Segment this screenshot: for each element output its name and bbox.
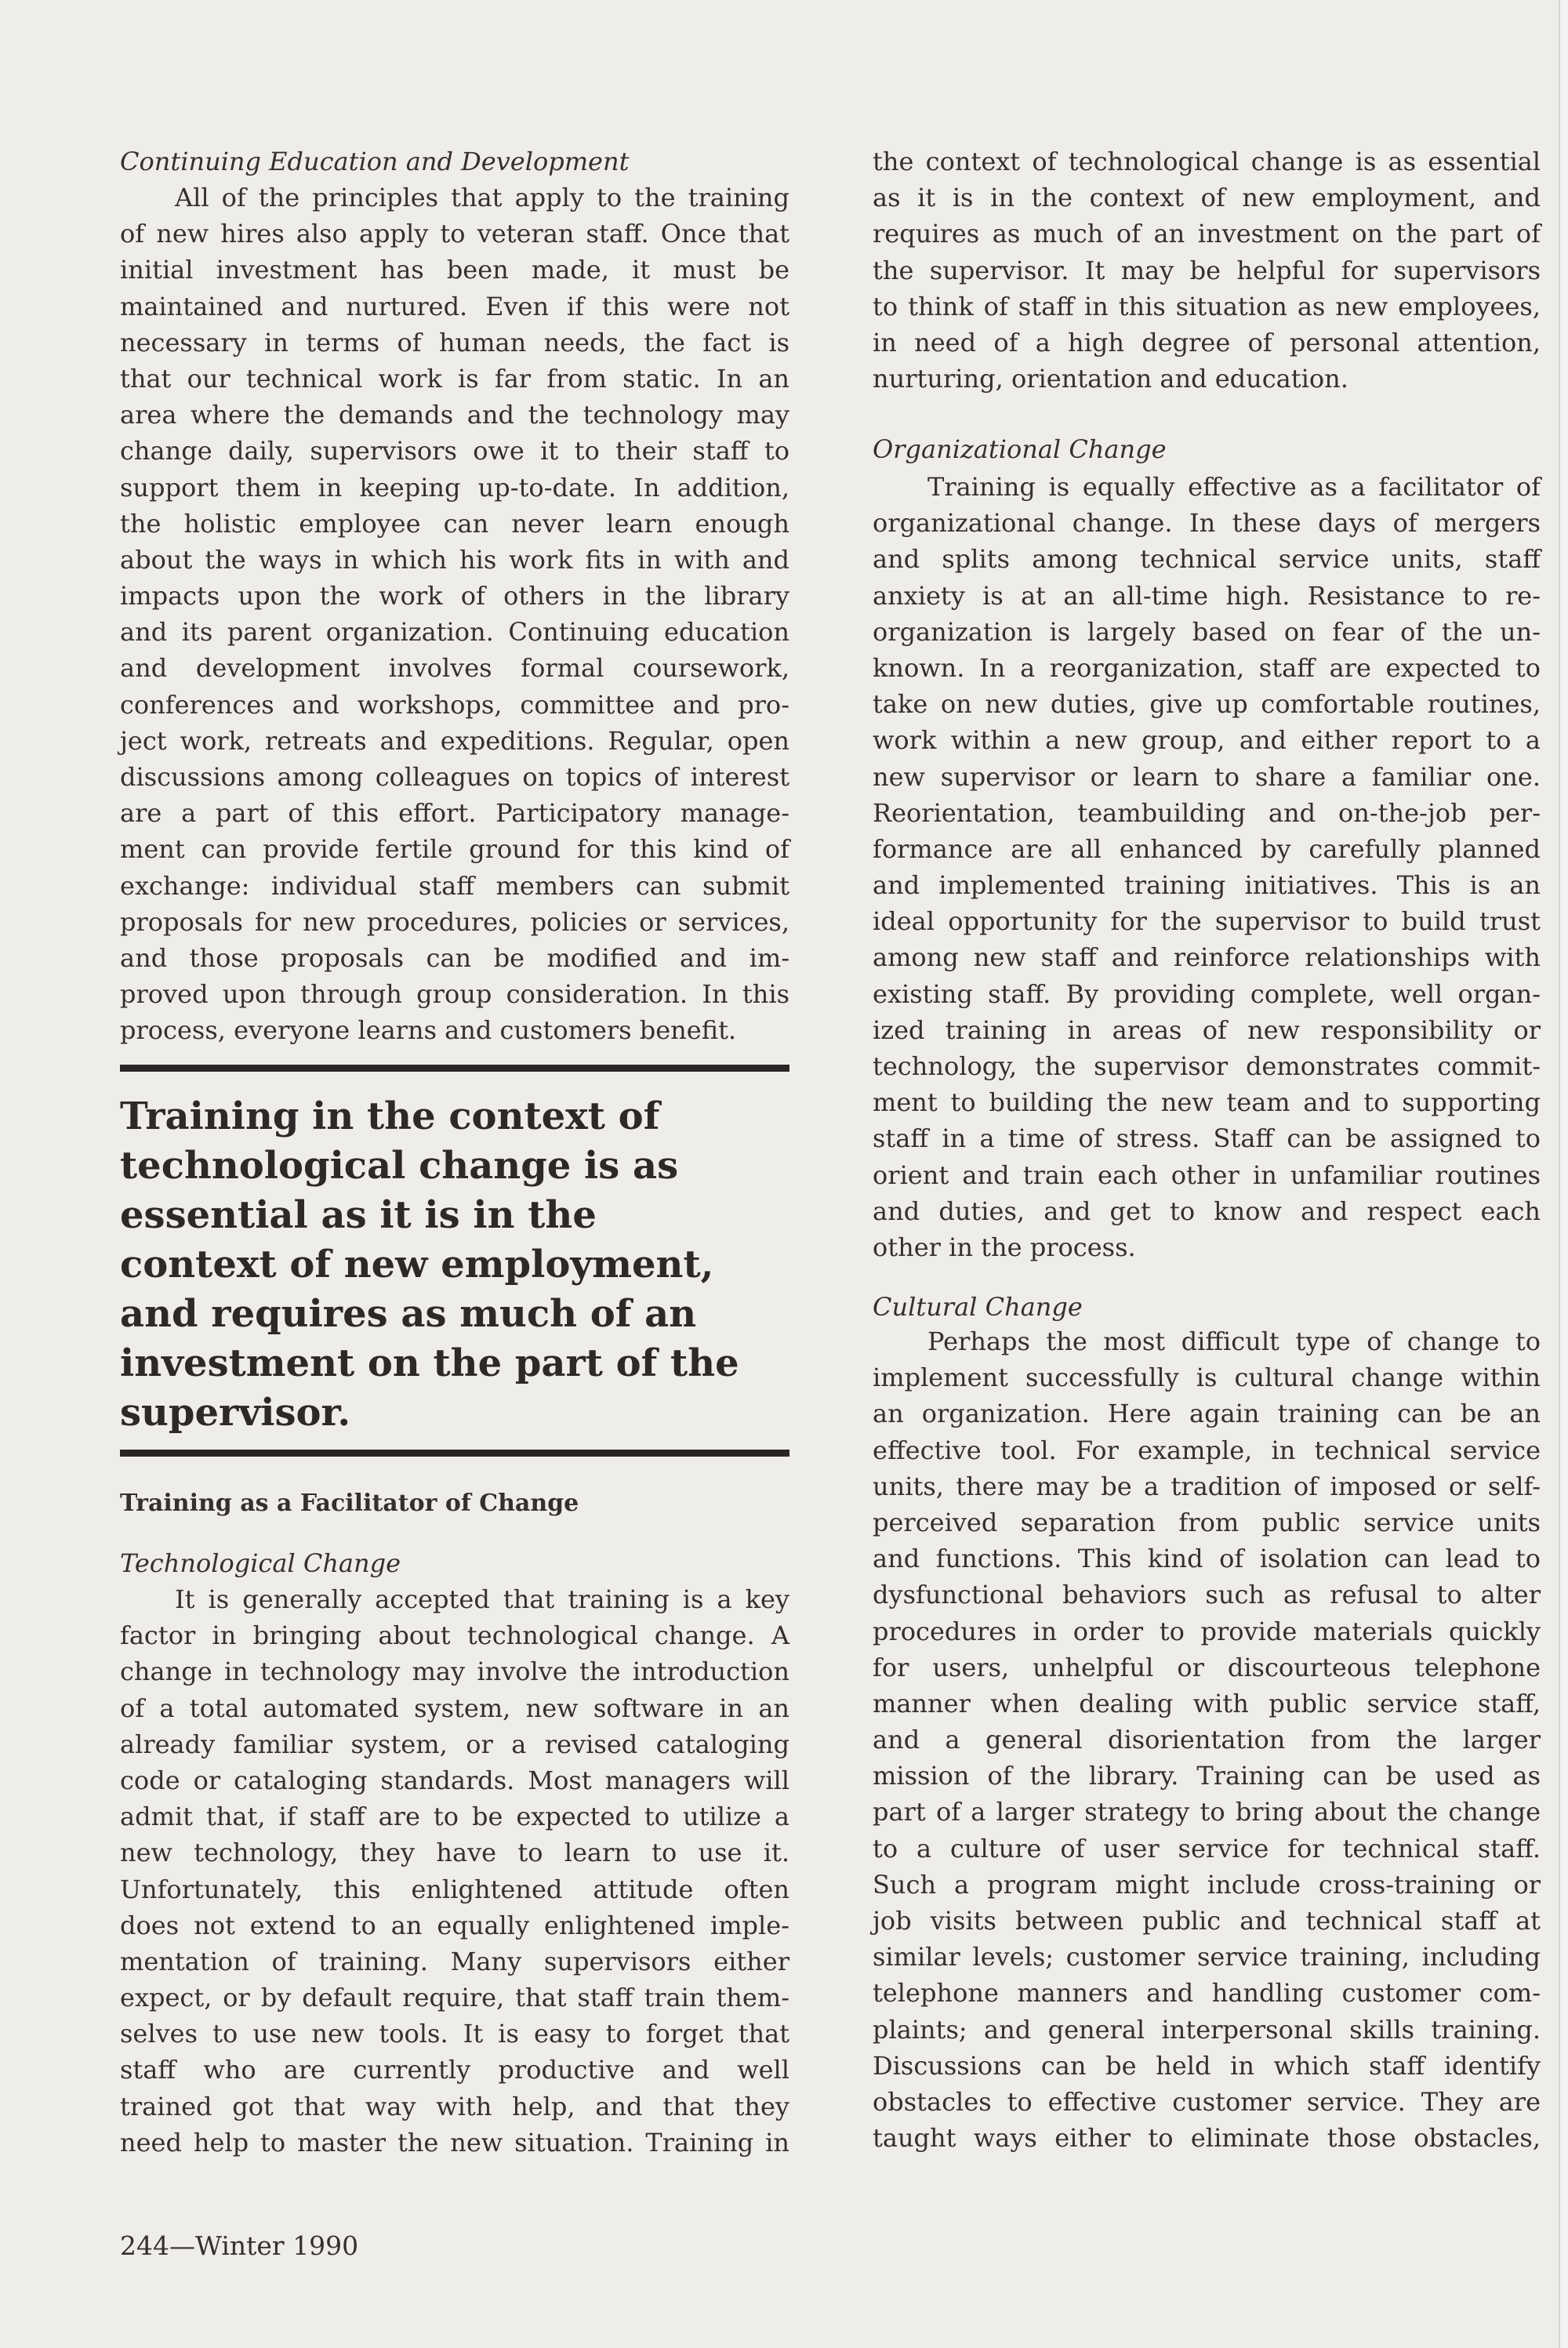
text-line: necessary in terms of human needs, the fact is	[120, 327, 789, 357]
text-line: perceived separation from public service units	[873, 1507, 1541, 1537]
text-line: an organization. Here again training can be an	[873, 1399, 1541, 1429]
text-line: expect, or by default require, that staff train them-	[120, 1983, 789, 2013]
text-line: units, there may be a tradition of imposed or self-	[873, 1471, 1541, 1501]
text-line: other in the process.	[873, 1232, 1136, 1262]
subsection-heading-cultural-change: Cultural Change	[873, 1292, 1083, 1322]
pull-quote-bottom-rule	[120, 1450, 789, 1457]
text-line: Such a program might include cross-training or	[873, 1869, 1541, 1900]
text-line: plaints; and general interpersonal skills training.	[873, 2014, 1541, 2045]
text-line: to think of staff in this situation as new employees,	[873, 291, 1541, 321]
text-line: procedures in order to provide materials quickly	[873, 1616, 1541, 1646]
text-line: All of the principles that apply to the training	[175, 183, 789, 212]
text-line: technology, the supervisor demonstrates commit-	[873, 1051, 1541, 1081]
text-line: Unfortunately, this enlightened attitude often	[120, 1874, 789, 1904]
text-line: ment can provide fertile ground for this kind of	[120, 834, 789, 865]
text-line: work within a new group, and either report to a	[873, 725, 1541, 756]
text-line: that our technical work is far from static. In an	[120, 363, 789, 394]
text-line: the context of technological change is as essential	[873, 147, 1541, 176]
text-line: discussions among colleagues on topics of interest	[120, 762, 789, 792]
text-line: as it is in the context of new employment, and	[873, 183, 1541, 213]
text-line: existing staff. By providing complete, well organ-	[873, 978, 1541, 1009]
text-line: exchange: individual staff members can submit	[120, 870, 789, 901]
text-line: area where the demands and the technology may	[120, 400, 789, 430]
text-line: mission of the library. Training can be used as	[873, 1761, 1541, 1791]
text-line: and its parent organization. Continuing education	[120, 617, 789, 648]
text-line: ject work, retreats and expeditions. Regular, open	[120, 725, 789, 756]
paragraph	[120, 180, 789, 1049]
text-line: staff in a time of stress. Staff can be assigned to	[873, 1123, 1541, 1154]
left-column	[120, 0, 789, 2348]
text-line: maintained and nurtured. Even if this were not	[120, 291, 789, 321]
text-line: Reorientation, teambuilding and on-the-job per-	[873, 797, 1541, 828]
text-line: and implemented training initiatives. This is an	[873, 870, 1541, 901]
pull-quote-line: technological change is as	[120, 1144, 679, 1188]
text-line: manner when dealing with public service staff,	[873, 1688, 1541, 1718]
text-line: ized training in areas of new responsibility or	[873, 1014, 1541, 1045]
text-line: and development involves formal coursework,	[120, 653, 789, 684]
text-line: known. In a reorganization, staff are expected to	[873, 652, 1541, 683]
text-line: change daily, supervisors owe it to their staff to	[120, 436, 789, 466]
text-line: Perhaps the most difficult type of change to	[927, 1326, 1541, 1356]
text-line: formance are all enhanced by carefully planned	[873, 833, 1541, 864]
pull-quote	[120, 1092, 789, 1438]
text-line: similar levels; customer service training, including	[873, 1942, 1541, 1972]
text-line: admit that, if staff are to be expected to utilize a	[120, 1802, 789, 1832]
text-line: Training is equally effective as a facilitator of	[927, 472, 1541, 502]
pull-quote-line: and requires as much of an	[120, 1292, 697, 1336]
text-line: and splits among technical service units, staff	[873, 544, 1541, 575]
text-line: among new staff and reinforce relationships with	[873, 942, 1541, 973]
section-heading-facilitator-of-change: Training as a Facilitator of Change	[120, 1490, 579, 1517]
text-line: impacts upon the work of others in the library	[120, 581, 789, 611]
pull-quote-line: Training in the context of	[120, 1094, 660, 1138]
text-line: the supervisor. It may be helpful for supervisors	[873, 255, 1541, 285]
text-line: new technology, they have to learn to use it.	[120, 1838, 789, 1868]
text-line: It is generally accepted that training is a key	[175, 1584, 789, 1614]
paragraph	[873, 1323, 1541, 2156]
text-line: staff who are currently productive and well	[120, 2055, 789, 2085]
text-line: part of a larger strategy to bring about the change	[873, 1797, 1541, 1827]
text-line: about the ways in which his work fits in with and	[120, 544, 789, 575]
pull-quote-line: investment on the part of the	[120, 1341, 739, 1385]
pull-quote-line: context of new employment,	[120, 1243, 714, 1287]
text-line: conferences and workshops, committee and pro-	[120, 689, 789, 720]
subsection-heading-technological-change: Technological Change	[120, 1548, 401, 1578]
text-line: anxiety is at an all-time high. Resistance to re-	[873, 580, 1541, 611]
text-line: organizational change. In these days of mergers	[873, 508, 1541, 539]
text-line: process, everyone learns and customers benefit.	[120, 1015, 737, 1046]
text-line: and functions. This kind of isolation can lead to	[873, 1544, 1541, 1574]
text-line: take on new duties, give up comfortable routines,	[873, 689, 1541, 720]
text-line: job visits between public and technical staff at	[873, 1906, 1541, 1936]
text-line: initial investment has been made, it must be	[120, 255, 789, 285]
text-line: proved upon through group consideration. In this	[120, 979, 789, 1010]
text-line: and duties, and get to know and respect each	[873, 1196, 1541, 1226]
text-line: trained got that way with help, and that they	[120, 2091, 789, 2121]
text-line: change in technology may involve the introduction	[120, 1657, 789, 1687]
text-line: to a culture of user service for technical staff.	[873, 1833, 1541, 1864]
page-footer: 244—Winter 1990	[120, 2230, 359, 2261]
text-line: obstacles to effective customer service. They are	[873, 2086, 1541, 2117]
text-line: in need of a high degree of personal attention,	[873, 327, 1541, 357]
pull-quote-line: supervisor.	[120, 1391, 351, 1435]
text-line: effective tool. For example, in technical service	[873, 1435, 1541, 1465]
text-line: proposals for new procedures, policies or services,	[120, 906, 789, 937]
right-column	[873, 0, 1541, 2348]
paragraph	[873, 469, 1541, 1265]
text-line: implement successfully is cultural change within	[873, 1363, 1541, 1393]
text-line: need help to master the new situation. Training in	[120, 2127, 789, 2157]
text-line: code or cataloging standards. Most managers will	[120, 1765, 789, 1795]
text-line: of a total automated system, new software in an	[120, 1693, 789, 1723]
text-line: selves to use new tools. It is easy to forget that	[120, 2019, 789, 2049]
pull-quote-top-rule	[120, 1065, 789, 1072]
text-line: the holistic employee can never learn enough	[120, 508, 789, 539]
text-line: does not extend to an equally enlightened imple-	[120, 1910, 789, 1940]
text-line: new supervisor or learn to share a familiar one.	[873, 761, 1541, 792]
text-line: and those proposals can be modified and im-	[120, 942, 789, 973]
text-line: ment to building the new team and to supporting	[873, 1087, 1541, 1118]
text-line: already familiar system, or a revised cataloging	[120, 1729, 789, 1759]
pull-quote-line: essential as it is in the	[120, 1193, 597, 1237]
text-line: mentation of training. Many supervisors either	[120, 1946, 789, 1976]
text-line: factor in bringing about technological change. A	[120, 1620, 789, 1651]
text-line: Discussions can be held in which staff identify	[873, 2050, 1541, 2081]
text-line: taught ways either to eliminate those obstacles,	[873, 2123, 1541, 2154]
paragraph	[120, 1581, 789, 2161]
text-line: ideal opportunity for the supervisor to build trust	[873, 906, 1541, 937]
text-line: of new hires also apply to veteran staff. Once that	[120, 219, 789, 249]
text-line: orient and train each other in unfamiliar routines	[873, 1159, 1541, 1190]
text-line: requires as much of an investment on the part of	[873, 219, 1541, 249]
text-line: telephone manners and handling customer com-	[873, 1978, 1541, 2009]
text-line: for users, unhelpful or discourteous telephone	[873, 1652, 1541, 1682]
page-edge	[1559, 0, 1568, 2348]
text-line: nurturing, orientation and education.	[873, 364, 1348, 394]
text-line: dysfunctional behaviors such as refusal to alter	[873, 1580, 1541, 1610]
paragraph	[873, 143, 1541, 397]
section-heading-continuing-education: Continuing Education and Development	[120, 147, 630, 176]
text-line: are a part of this effort. Participatory manage-	[120, 798, 789, 829]
subsection-heading-organizational-change: Organizational Change	[873, 434, 1167, 464]
text-line: organization is largely based on fear of the un-	[873, 616, 1541, 647]
text-line: support them in keeping up-to-date. In addition,	[120, 472, 789, 503]
text-line: and a general disorientation from the larger	[873, 1725, 1541, 1755]
